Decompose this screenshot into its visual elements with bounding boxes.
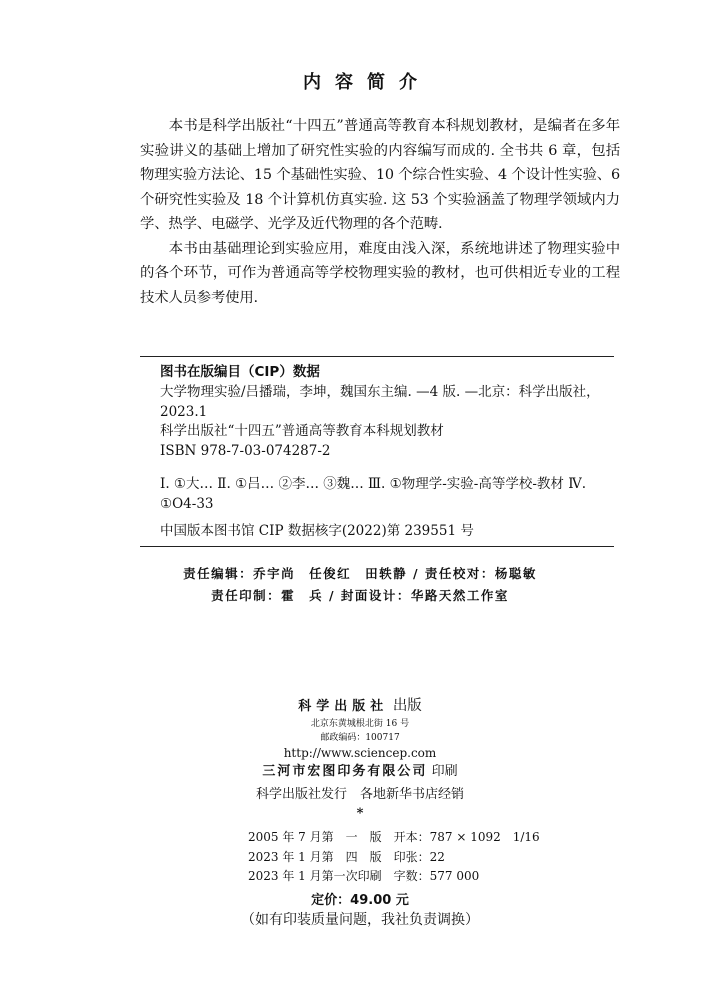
publisher-name: 科学出版社 (298, 699, 389, 714)
publisher-line (0, 696, 720, 717)
distribution-line: 科学出版社发行 各地新华书店经销 (255, 787, 464, 802)
edition-specs (248, 828, 548, 887)
cip-block (140, 356, 614, 547)
cip-record-number: 中国版本图书馆 CIP 数据核字(2022)第 239551 号 (160, 523, 474, 539)
printer-suffix: 印刷 (431, 764, 458, 779)
cip-isbn-line: ISBN 978-7-03-074287-2 (160, 442, 331, 459)
credits-production: 责任印制：霍 兵 / 封面设计：华路天然工作室 (211, 588, 509, 603)
publisher-suffix: 出版 (392, 698, 422, 714)
cip-classification-line: Ⅰ. ①大… Ⅱ. ①吕… ②李… ③魏… Ⅲ. ①物理学-实验-高等学校-教材 Ⅳ. ①O4-33 (160, 476, 587, 512)
printer-line (0, 761, 720, 783)
separator-star: * (356, 806, 364, 821)
spec-first-edition: 2005 年 7 月第 一 版 开本：787 × 1092 1/16 (248, 830, 540, 844)
publication-info (0, 696, 720, 821)
abstract-paragraph-1: 本书是科学出版社“十四五”普通高等教育本科规划教材，是编者在多年实验讲义的基础上增加了研究性实验的内容编写而成的. 全书共 6 章，包括物理实验方法论、15 个基础性实验、10 个综合性实验、4 个设计性实验、6 个研究性实验及 18 个计算机仿真实验. 这 53 个实验涵盖了物理学领域内力学、热学、电磁学、光学及近代物理的各个范畴. (140, 118, 620, 232)
cip-heading: 图书在版编目（CIP）数据 (160, 364, 320, 380)
quality-note: （如有印装质量问题，我社负责调换） (241, 912, 479, 928)
cip-series-line: 科学出版社“十四五”普通高等教育本科规划教材 (160, 423, 444, 439)
cip-title-line: 大学物理实验/吕播瑞，李坤，魏国东主编. —4 版. —北京：科学出版社，2023.1 (160, 384, 600, 420)
credits-editors: 责任编辑：乔宇尚 任俊红 田轶静 / 责任校对：杨聪敏 (183, 566, 537, 581)
printer-name: 三河市宏图印务有限公司 (262, 764, 428, 779)
abstract-paragraph-2: 本书由基础理论到实验应用，难度由浅入深，系统地讲述了物理实验中的各个环节，可作为普通高等学校物理实验的教材，也可供相近专业的工程技术人员参考使用. (140, 240, 620, 306)
cip-bottom-rule (140, 546, 614, 547)
abstract (140, 114, 620, 310)
credits (0, 563, 720, 607)
publisher-url: http://www.sciencep.com (283, 746, 437, 760)
publisher-postcode: 邮政编码：100717 (320, 733, 400, 743)
spec-fourth-edition: 2023 年 1 月第 四 版 印张：22 (248, 849, 445, 864)
cip-top-rule (140, 356, 614, 357)
price: 定价：49.00 元 (311, 893, 409, 908)
page-title: 内容简介 (303, 72, 431, 93)
spec-printing: 2023 年 1 月第一次印刷 字数：577 000 (248, 869, 480, 883)
publisher-address: 北京东黄城根北街 16 号 (310, 719, 410, 729)
